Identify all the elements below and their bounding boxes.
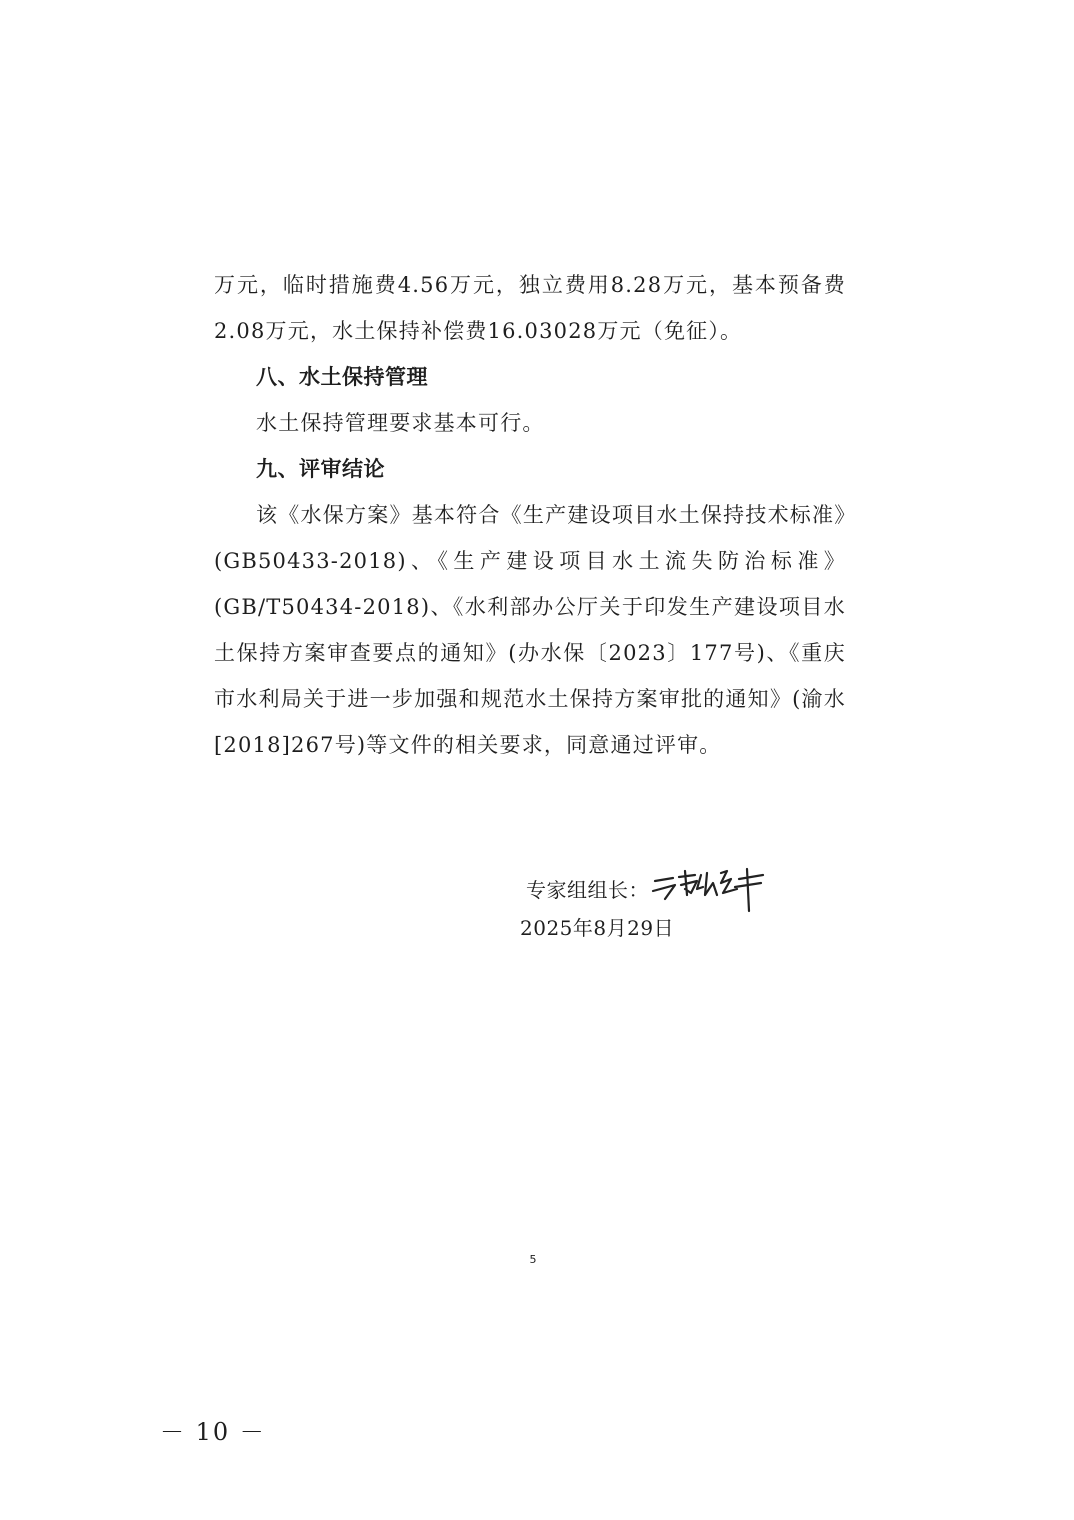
management-paragraph: 水土保持管理要求基本可行。: [256, 411, 545, 435]
section-heading-management: 八、水土保持管理: [256, 365, 428, 389]
signature-label: 专家组组长：: [526, 877, 649, 902]
signature-block: [520, 866, 786, 941]
signature-line: [526, 866, 786, 910]
conclusion-paragraph: 该《水保方案》基本符合《生产建设项目水土保持技术标准》(GB50433-2018)、《生产建设项目水土流失防治标准》(GB/T50434-2018)、《水利部办公厅关于印发生产建设项目水土保持方案审查要点的通知》(办水保〔2023〕177号)、《重庆市水利局关于进一步加强和规范水土保持方案审批的通知》(渝水[2018]267号)等文件的相关要求，同意通过评审。: [214, 503, 846, 757]
section-heading-conclusion: 九、评审结论: [256, 457, 385, 481]
handwritten-signature-icon: [651, 865, 769, 915]
document-body: [214, 262, 846, 768]
signature-date: 2025年8月29日: [520, 916, 675, 940]
inner-page-number: 5: [529, 1253, 537, 1266]
page-number: － 10 －: [160, 1418, 266, 1446]
cost-paragraph: 万元，临时措施费4.56万元，独立费用8.28万元，基本预备费2.08万元，水土保持补偿费16.03028万元（免征）。: [214, 273, 846, 343]
